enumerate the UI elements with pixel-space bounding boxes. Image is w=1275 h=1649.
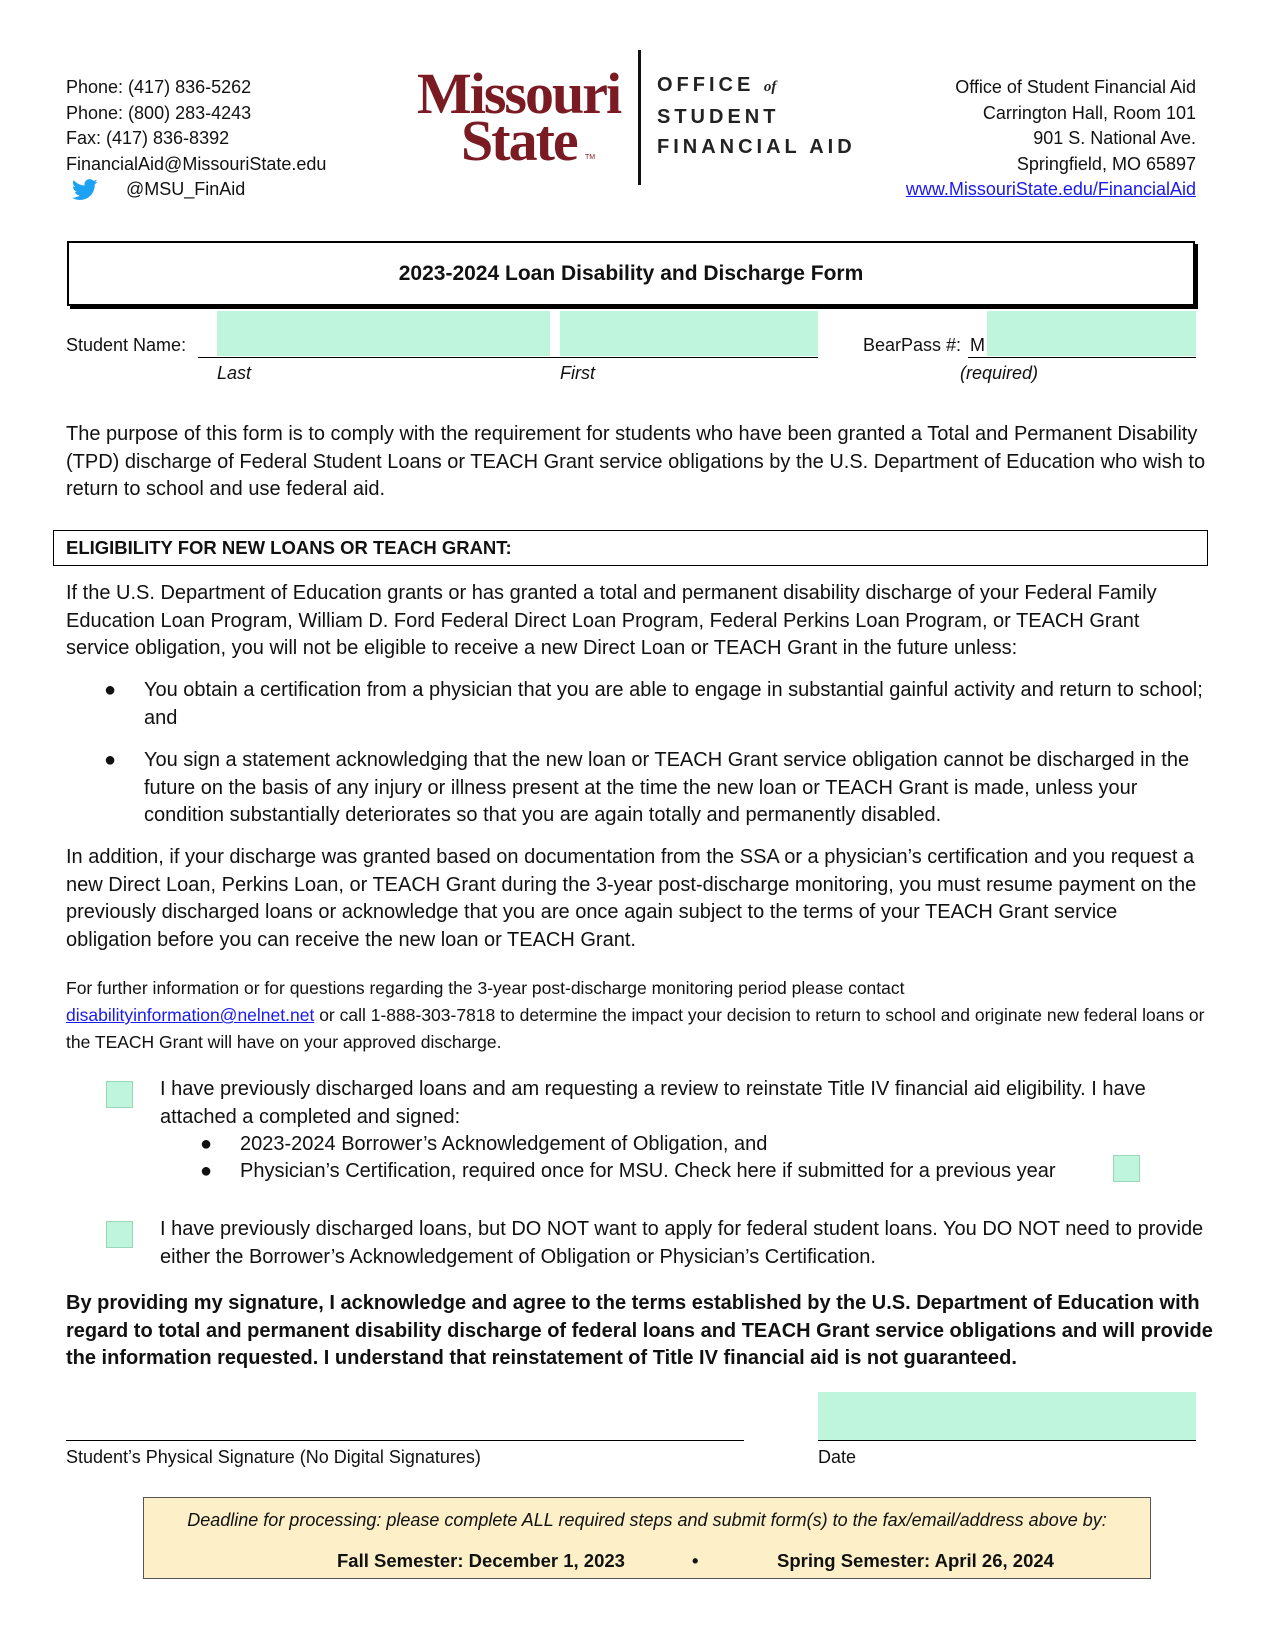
office-street: 901 S. National Ave. bbox=[1033, 128, 1196, 148]
option-2-checkbox[interactable] bbox=[106, 1221, 133, 1248]
date-field[interactable] bbox=[818, 1392, 1196, 1440]
first-name-field[interactable] bbox=[560, 311, 818, 356]
eligibility-heading: ELIGIBILITY FOR NEW LOANS OR TEACH GRANT: bbox=[53, 530, 1208, 566]
spring-deadline: Spring Semester: April 26, 2024 bbox=[777, 1550, 1054, 1571]
further-info-text-before: For further information or for questions regarding the 3-year post-discharge monitoring period please contact bbox=[66, 978, 905, 998]
bullet-icon: ● bbox=[104, 679, 117, 701]
deadline-box bbox=[143, 1497, 1151, 1579]
bullet-icon: ● bbox=[200, 1133, 213, 1155]
student-name-underline bbox=[198, 357, 818, 358]
missouri-state-logo bbox=[417, 60, 857, 188]
contact-left bbox=[66, 75, 326, 203]
logo-office-line1: OFFICE bbox=[657, 74, 755, 96]
sub-bullet-text: Physician’s Certification, required once for MSU. Check here if submitted for a previous year bbox=[240, 1160, 1056, 1182]
purpose-paragraph: The purpose of this form is to comply with the requirement for students who have been granted a Total and Permanent Disability (TPD) discharge of Federal Student Loans or TEACH Grant service obligations by the U.S. Department of Education who wish to return to school and use federal aid. bbox=[66, 423, 1206, 500]
bullet-text: You obtain a certification from a physician that you are able to engage in substantial gainful activity and return to school; and bbox=[144, 679, 1203, 729]
bearpass-label: BearPass #: bbox=[863, 335, 962, 355]
bullet-text: You sign a statement acknowledging that the new loan or TEACH Grant service obligation cannot be discharged in the future on the basis of any injury or illness present at the time the new loan or TEACH Grant is made, unless your condition substantially deteriorates so that you are again totally and permanently disabled. bbox=[144, 749, 1190, 826]
logo-word-state: State bbox=[461, 108, 577, 173]
sub-bullet-text: 2023-2024 Borrower’s Acknowledgement of Obligation, and bbox=[240, 1133, 768, 1155]
date-label: Date bbox=[818, 1447, 857, 1467]
office-city: Springfield, MO 65897 bbox=[1016, 153, 1196, 174]
form-title: 2023-2024 Loan Disability and Discharge Form bbox=[67, 241, 1195, 306]
option-1-sub-bullet-2 bbox=[196, 1158, 1056, 1186]
eligibility-intro: If the U.S. Department of Education grants or has granted a total and permanent disability discharge of your Federal Family Education Loan Program, William D. Ford Federal Direct Loan Program, Federal Perkins Loan Program, or TEACH Grant service obligation, you will not be eligible to receive a new Direct Loan or TEACH Grant in the future unless: bbox=[66, 582, 1157, 659]
phone-1: Phone: (417) 836-5262 bbox=[66, 77, 252, 97]
logo-office-text bbox=[657, 70, 856, 162]
fax: Fax: (417) 836-8392 bbox=[66, 128, 230, 148]
option-1-checkbox[interactable] bbox=[106, 1081, 133, 1108]
logo-office-of: of bbox=[763, 79, 777, 95]
addition-paragraph: In addition, if your discharge was granted based on documentation from the SSA or a physician’s certification and you request a new Direct Loan, Perkins Loan, or TEACH Grant during the 3-year post-discharge monitoring, you must resume payment on the previously discharged loans or acknowledge that you are once again subject to the terms of your TEACH Grant service obligation before you can receive the new loan or TEACH Grant. bbox=[66, 846, 1197, 951]
bearpass-required-label: (required) bbox=[960, 363, 1039, 383]
eligibility-bullet-2 bbox=[100, 747, 1210, 830]
phone-2: Phone: (800) 283-4243 bbox=[66, 102, 252, 123]
logo-office-line3: FINANCIAL AID bbox=[657, 136, 856, 158]
twitter-handle: @MSU_FinAid bbox=[126, 179, 246, 199]
signature-line[interactable] bbox=[66, 1440, 744, 1441]
bullet-icon: ● bbox=[104, 749, 117, 771]
date-underline bbox=[818, 1440, 1196, 1441]
last-name-field[interactable] bbox=[217, 311, 550, 356]
logo-divider bbox=[638, 50, 641, 185]
email-address[interactable]: FinancialAid@MissouriState.edu bbox=[66, 153, 327, 174]
eligibility-bullet-1 bbox=[100, 677, 1210, 732]
twitter-bird-icon bbox=[72, 179, 98, 201]
logo-word-missouri: Missouri bbox=[417, 61, 621, 126]
option-2-text: I have previously discharged loans, but DO NOT want to apply for federal student loans. You DO NOT need to provide either the Borrower’s Acknowledgement of Obligation or Physician’s Certification. bbox=[160, 1218, 1204, 1268]
fall-deadline: Fall Semester: December 1, 2023 bbox=[337, 1550, 625, 1571]
option-1-text: I have previously discharged loans and am requesting a review to reinstate Title IV financial aid eligibility. I have attached a completed and signed: bbox=[160, 1078, 1146, 1128]
bearpass-field[interactable] bbox=[987, 311, 1196, 356]
first-label: First bbox=[560, 363, 595, 383]
twitter-handle-row[interactable] bbox=[66, 177, 326, 203]
office-name: Office of Student Financial Aid bbox=[955, 77, 1196, 97]
deadline-separator: • bbox=[692, 1550, 699, 1571]
logo-trademark: TM bbox=[585, 154, 596, 161]
student-name-label: Student Name: bbox=[66, 335, 187, 355]
acknowledgement-paragraph: By providing my signature, I acknowledge and agree to the terms established by the U.S. Department of Education with regard to total and permanent disability discharge of federal loans and TEACH Grant service obligations and will provide the information requested. I understand that reinstatement of Title IV financial aid is not guaranteed. bbox=[66, 1292, 1213, 1369]
bullet-icon: ● bbox=[200, 1160, 213, 1182]
last-label: Last bbox=[217, 363, 252, 383]
office-room: Carrington Hall, Room 101 bbox=[982, 102, 1196, 123]
logo-office-line2: STUDENT bbox=[657, 106, 780, 128]
deadline-instructions: Deadline for processing: please complete ALL required steps and submit form(s) to the fax/email/address above by: bbox=[187, 1510, 1107, 1530]
further-info-text-after: or call 1-888-303-7818 to determine the impact your decision to return to school and originate new federal loans or the TEACH Grant will have on your approved discharge. bbox=[66, 1005, 1205, 1052]
previous-year-checkbox[interactable] bbox=[1113, 1155, 1140, 1182]
further-info-paragraph bbox=[66, 975, 1216, 1056]
option-1-sub-bullet-1 bbox=[196, 1131, 767, 1159]
contact-right bbox=[906, 75, 1196, 203]
disability-email-link[interactable]: disabilityinformation@nelnet.net bbox=[66, 1005, 315, 1025]
bearpass-underline bbox=[968, 357, 1196, 358]
website-link[interactable]: www.MissouriState.edu/FinancialAid bbox=[905, 179, 1196, 199]
bearpass-prefix: M bbox=[970, 335, 985, 355]
signature-label: Student’s Physical Signature (No Digital Signatures) bbox=[66, 1447, 481, 1467]
